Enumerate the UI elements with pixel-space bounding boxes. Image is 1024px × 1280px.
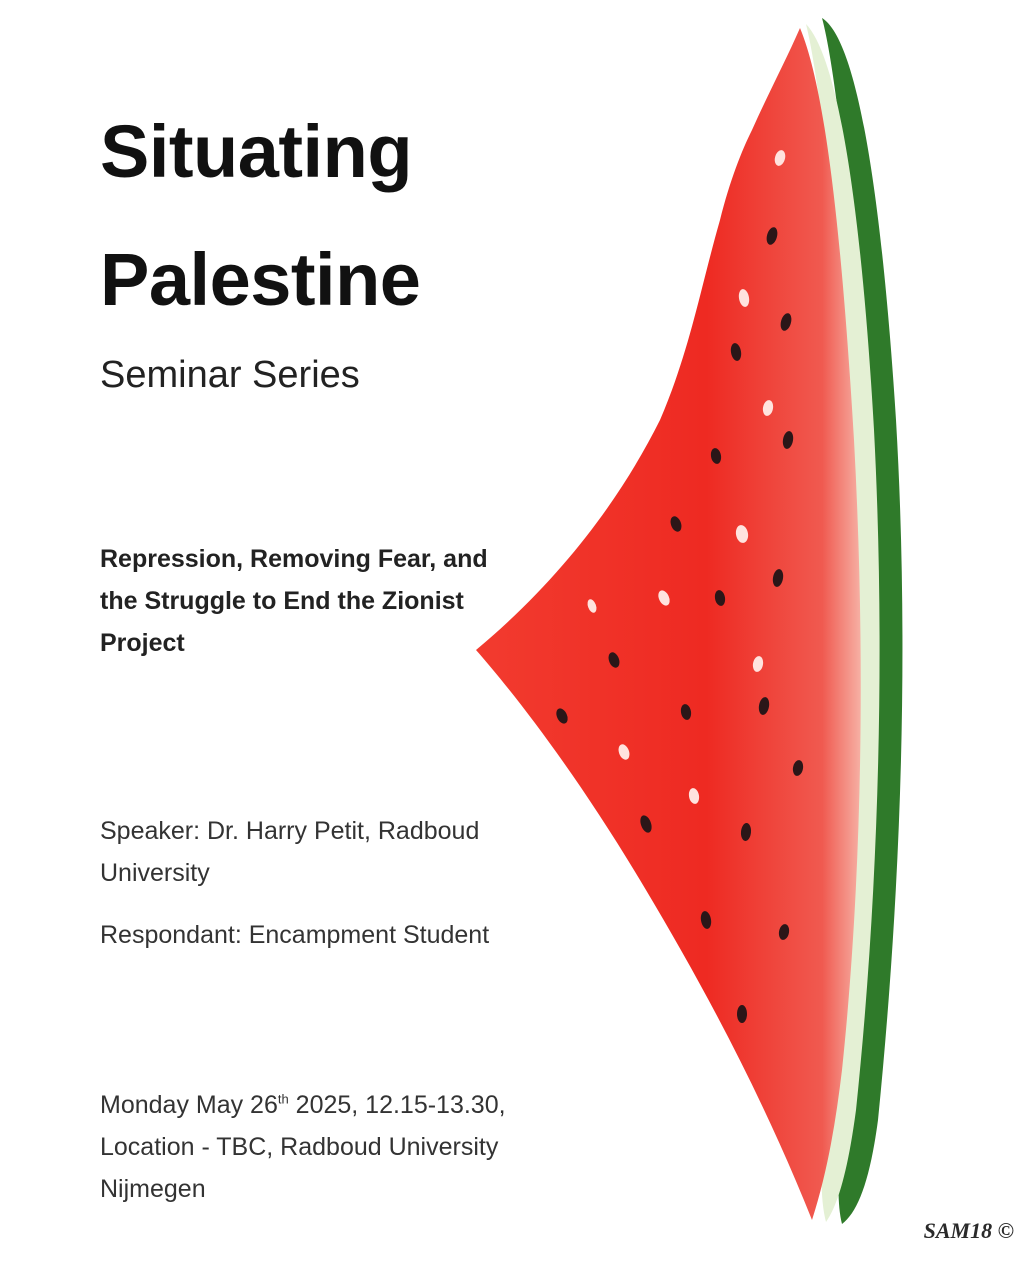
time-location-part: 2025, 12.15-13.30, Location - TBC, Radboud University Nijmegen (100, 1091, 506, 1203)
speaker-info: Speaker: Dr. Harry Petit, Radboud University (100, 817, 480, 887)
poster-title (100, 88, 420, 344)
date-ordinal-suffix: th (277, 1091, 289, 1107)
copyright-mark: SAM18 © (923, 1218, 1014, 1243)
date-part: Monday May 26 (100, 1091, 278, 1119)
title-line-1: Situating (100, 110, 413, 193)
respondent-info: Respondant: Encampment Student (100, 921, 490, 949)
watermelon-flesh (476, 28, 861, 1220)
event-date-location (100, 1084, 520, 1210)
poster-subtitle: Seminar Series (100, 354, 360, 396)
title-line-2: Palestine (100, 238, 421, 321)
seminar-topic: Repression, Removing Fear, and the Struggle to End the Zionist Project (100, 545, 488, 657)
